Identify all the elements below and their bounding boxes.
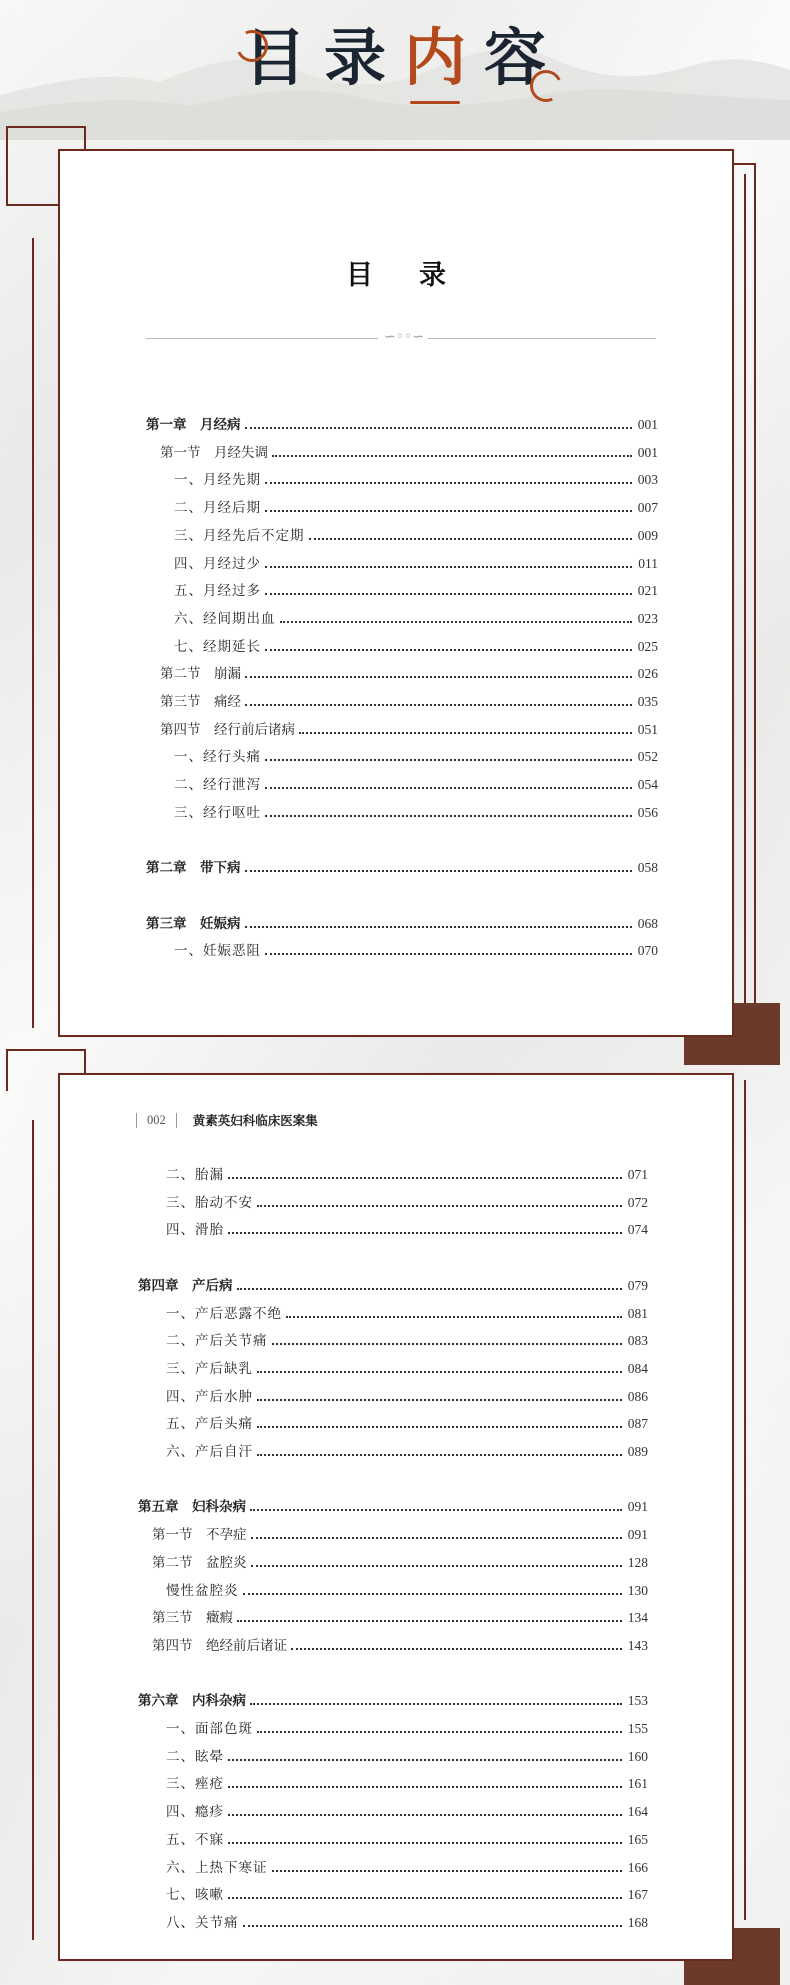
toc-leader-dots [265, 566, 632, 568]
toc-entry-label: 三、月经先后不定期 [174, 527, 305, 544]
toc-leader-dots [257, 1454, 622, 1456]
toc-entry [146, 413, 658, 433]
toc-leader-dots [228, 1786, 622, 1788]
toc-entry [174, 579, 658, 599]
toc-entry-page-number: 074 [627, 1222, 648, 1238]
toc-leader-dots [280, 621, 632, 623]
toc-entry-page-number: 025 [637, 638, 658, 654]
toc-entry-page-number: 072 [627, 1194, 648, 1210]
toc-entry [174, 801, 658, 821]
toc-entry-page-number: 001 [637, 444, 658, 460]
banner-title [0, 16, 790, 106]
toc-entry [166, 1883, 648, 1903]
toc-entry-page-number: 021 [637, 583, 658, 599]
toc-entry-page-number: 068 [637, 915, 658, 931]
toc-entry [166, 1828, 648, 1848]
toc-list-page-1 [60, 151, 732, 1035]
toc-entry [166, 1163, 648, 1183]
toc-entry-page-number: 056 [637, 804, 658, 820]
toc-leader-dots [309, 538, 632, 540]
frame-left-rule [32, 238, 34, 1028]
toc-entry-label: 四、瘾疹 [166, 1804, 224, 1821]
toc-entry-label: 七、经期延长 [174, 638, 261, 655]
toc-entry [174, 607, 658, 627]
banner-title-char-3-text: 内 [404, 21, 467, 94]
toc-entry [138, 1495, 648, 1515]
toc-entry-label: 二、眩晕 [166, 1748, 224, 1765]
toc-leader-dots [257, 1399, 622, 1401]
toc-entry-label: 一、面部色斑 [166, 1721, 253, 1737]
toc-entry-label: 二、经行泄泻 [174, 777, 261, 794]
toc-entry-label: 第四章 产后病 [138, 1277, 233, 1293]
toc-entry [174, 745, 658, 765]
toc-leader-dots [265, 482, 632, 484]
toc-entry-page-number: 026 [637, 666, 658, 682]
toc-entry-label: 六、经间期出血 [174, 610, 276, 627]
toc-entry-label: 六、上热下寒证 [166, 1859, 268, 1876]
toc-entry [160, 662, 658, 682]
toc-leader-dots [299, 732, 632, 734]
toc-page-1 [58, 149, 734, 1037]
toc-entry-page-number: 054 [637, 777, 658, 793]
toc-leader-dots [286, 1316, 622, 1318]
toc-entry-page-number: 130 [627, 1582, 648, 1598]
banner-title-char-4: 容 [484, 21, 547, 94]
toc-entry-page-number: 089 [627, 1444, 648, 1459]
toc-entry-label: 第二章 带下病 [146, 860, 241, 876]
toc-leader-dots [265, 953, 632, 955]
toc-entry-page-number: 052 [637, 749, 658, 765]
toc-entry [166, 1440, 648, 1460]
toc-leader-dots [265, 649, 632, 651]
toc-leader-dots [237, 1620, 622, 1622]
toc-entry [174, 524, 658, 544]
toc-entry [166, 1800, 648, 1820]
toc-entry-label: 四、产后水肿 [166, 1388, 253, 1405]
frame-right-inner-rule-2 [744, 1080, 746, 1920]
toc-entry-page-number: 023 [637, 610, 658, 626]
toc-entry-label: 第二节 盆腔炎 [152, 1554, 247, 1570]
toc-leader-dots [265, 815, 632, 817]
toc-entry-label: 第三章 妊娠病 [146, 915, 241, 931]
toc-entry-label: 三、经行呕吐 [174, 804, 261, 821]
toc-entry [166, 1357, 648, 1377]
toc-entry [166, 1218, 648, 1238]
toc-entry [146, 912, 658, 932]
toc-entry [166, 1911, 648, 1931]
toc-entry-label: 第四节 经行前后诸病 [160, 721, 295, 737]
toc-entry-page-number: 058 [637, 860, 658, 876]
toc-leader-dots [251, 1565, 622, 1567]
toc-entry [152, 1634, 648, 1654]
toc-leader-dots [243, 1925, 622, 1927]
toc-leader-dots [228, 1897, 622, 1899]
toc-entry-label: 五、不寐 [166, 1831, 224, 1848]
toc-entry-label: 二、月经后期 [174, 500, 261, 517]
toc-leader-dots [265, 759, 632, 761]
toc-entry-label: 第四节 绝经前后诸证 [152, 1637, 287, 1653]
toc-leader-dots [228, 1814, 622, 1816]
toc-entry-label: 三、痤疮 [166, 1776, 224, 1793]
toc-entry-page-number: 128 [627, 1554, 648, 1570]
toc-entry [174, 468, 658, 488]
toc-leader-dots [245, 427, 632, 429]
toc-leader-dots [257, 1731, 622, 1733]
banner-title-char-3 [404, 16, 466, 106]
toc-entry-page-number: 168 [627, 1914, 648, 1930]
toc-entry-label: 四、滑胎 [166, 1222, 224, 1239]
toc-entry [160, 718, 658, 738]
toc-leader-dots [245, 704, 632, 706]
toc-entry-page-number: 070 [637, 943, 658, 959]
toc-entry-page-number: 153 [627, 1693, 648, 1709]
toc-leader-dots [257, 1371, 622, 1373]
toc-leader-dots [291, 1648, 622, 1650]
toc-entry-label: 八、关节痛 [166, 1914, 239, 1931]
toc-leader-dots [265, 510, 632, 512]
toc-heading: 目录 [346, 260, 492, 291]
toc-entry [138, 1274, 648, 1294]
toc-entry-page-number: 164 [627, 1804, 648, 1820]
toc-entry [166, 1191, 648, 1211]
toc-entry [166, 1302, 648, 1322]
toc-entry-page-number: 091 [627, 1499, 648, 1515]
toc-leader-dots [243, 1593, 622, 1595]
toc-entry-label: 慢性盆腔炎 [166, 1582, 239, 1599]
toc-entry [166, 1745, 648, 1765]
ornament-scroll-icon: ∽◦◦∽ [384, 329, 424, 345]
toc-entry [174, 635, 658, 655]
toc-leader-dots [272, 1870, 622, 1872]
toc-leader-dots [250, 1703, 622, 1705]
toc-entry-page-number: 166 [627, 1859, 648, 1875]
toc-entry-label: 七、咳嗽 [166, 1887, 224, 1904]
toc-entry-label: 第一章 月经病 [146, 417, 241, 432]
toc-entry-page-number: 071 [627, 1167, 648, 1182]
toc-entry-label: 一、妊娠恶阻 [174, 943, 261, 960]
toc-entry [166, 1579, 648, 1599]
toc-entry [152, 1551, 648, 1571]
toc-entry [160, 690, 658, 710]
toc-entry-page-number: 091 [627, 1527, 648, 1543]
running-head-book-title: 黄素英妇科临床医案集 [192, 1114, 318, 1128]
toc-entry-label: 第三节 痛经 [160, 694, 241, 709]
toc-leader-dots [245, 926, 632, 928]
toc-entry [166, 1385, 648, 1405]
toc-entry-label: 一、月经先期 [174, 472, 261, 489]
toc-entry-page-number: 083 [627, 1333, 648, 1349]
toc-entry-label: 第一节 不孕症 [152, 1527, 247, 1543]
toc-leader-dots [250, 1509, 622, 1511]
toc-entry [174, 939, 658, 959]
toc-entry-label: 六、产后自汗 [166, 1444, 253, 1460]
toc-entry-page-number: 007 [637, 500, 658, 516]
toc-entry-page-number: 051 [637, 721, 658, 737]
toc-list-page-2 [60, 1075, 732, 1959]
toc-entry [152, 1523, 648, 1543]
toc-leader-dots [245, 870, 632, 872]
toc-entry-label: 二、胎漏 [166, 1167, 224, 1183]
toc-page-2 [58, 1073, 734, 1961]
running-head-page-number: 002 [136, 1113, 177, 1128]
toc-entry-page-number: 011 [638, 555, 658, 571]
banner-title-char-1: 目 [243, 21, 306, 94]
frame-right-inner-rule [744, 174, 746, 1004]
toc-leader-dots [257, 1426, 622, 1428]
toc-leader-dots [272, 455, 632, 457]
toc-entry-label: 第一节 月经失调 [160, 444, 268, 460]
toc-leader-dots [257, 1205, 622, 1207]
toc-entry-page-number: 084 [627, 1360, 648, 1376]
toc-leader-dots [228, 1232, 622, 1234]
toc-entry [174, 773, 658, 793]
toc-entry-page-number: 161 [627, 1776, 648, 1792]
toc-entry-label: 一、产后恶露不绝 [166, 1305, 282, 1322]
toc-entry [166, 1329, 648, 1349]
toc-entry-page-number: 009 [637, 527, 658, 543]
toc-entry-page-number: 079 [627, 1277, 648, 1293]
toc-entry-page-number: 086 [627, 1388, 648, 1404]
toc-entry-page-number: 087 [627, 1416, 648, 1432]
toc-entry [138, 1689, 648, 1709]
toc-entry [166, 1717, 648, 1737]
toc-entry-page-number: 081 [627, 1305, 648, 1321]
toc-leader-dots [228, 1759, 622, 1761]
toc-entry-label: 第六章 内科杂病 [138, 1693, 246, 1709]
toc-entry [174, 496, 658, 516]
toc-entry-label: 四、月经过少 [174, 555, 261, 572]
toc-entry-page-number: 134 [627, 1610, 648, 1626]
toc-entry-page-number: 001 [637, 417, 658, 432]
toc-leader-dots [251, 1537, 622, 1539]
toc-leader-dots [228, 1177, 622, 1179]
toc-entry-label: 第三节 癥瘕 [152, 1610, 233, 1626]
toc-entry-page-number: 167 [627, 1887, 648, 1903]
toc-leader-dots [245, 676, 632, 678]
toc-leader-dots [228, 1842, 622, 1844]
title-underline [410, 101, 460, 104]
toc-entry-label: 五、月经过多 [174, 583, 261, 600]
toc-leader-dots [272, 1343, 622, 1345]
toc-entry-label: 一、经行头痛 [174, 749, 261, 766]
toc-entry [166, 1856, 648, 1876]
toc-entry-page-number: 143 [627, 1637, 648, 1653]
toc-entry-page-number: 155 [627, 1721, 648, 1736]
toc-entry-label: 三、胎动不安 [166, 1194, 253, 1211]
toc-entry-label: 五、产后头痛 [166, 1416, 253, 1433]
toc-entry-page-number: 035 [637, 694, 658, 709]
toc-entry-label: 二、产后关节痛 [166, 1333, 268, 1350]
banner-title-char-2: 录 [323, 21, 386, 94]
toc-entry-page-number: 003 [637, 472, 658, 488]
toc-leader-dots [265, 787, 632, 789]
toc-leader-dots [265, 593, 632, 595]
toc-entry-label: 第二节 崩漏 [160, 666, 241, 682]
toc-leader-dots [237, 1288, 622, 1290]
toc-entry [166, 1772, 648, 1792]
toc-entry-label: 三、产后缺乳 [166, 1360, 253, 1377]
frame-left-rule-2 [32, 1120, 34, 1940]
toc-entry [174, 552, 658, 572]
toc-entry [160, 441, 658, 461]
toc-entry-page-number: 160 [627, 1748, 648, 1764]
toc-entry [166, 1412, 648, 1432]
toc-entry-page-number: 165 [627, 1831, 648, 1847]
toc-entry [146, 856, 658, 876]
toc-entry-label: 第五章 妇科杂病 [138, 1499, 246, 1515]
toc-entry [152, 1606, 648, 1626]
